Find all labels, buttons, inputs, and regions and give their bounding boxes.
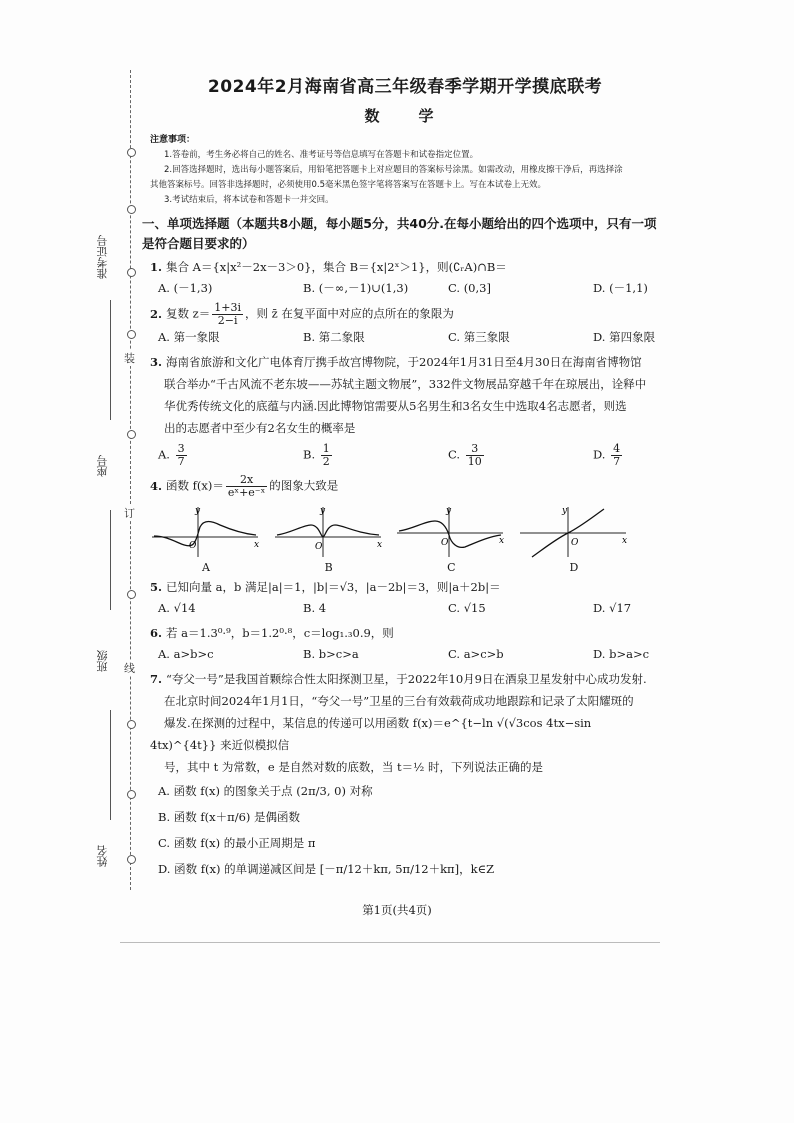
curve-a xyxy=(154,522,256,546)
fraction-denominator: 2 xyxy=(322,455,330,468)
option-d[interactable]: D. b>a>c xyxy=(593,647,650,661)
option-a[interactable] xyxy=(158,443,303,468)
option-b[interactable] xyxy=(303,443,448,468)
question-number: 7. xyxy=(150,672,163,686)
graph-label: C xyxy=(447,561,456,574)
question-stem-line: 在北京时间2024年1月1日，“夸父一号”卫星的三台有效载荷成功地跟踪和记录了太阳耀斑的 xyxy=(164,694,634,708)
binding-hole xyxy=(127,720,136,729)
question-6-options xyxy=(158,644,660,664)
option-c[interactable]: C. (0,3] xyxy=(448,281,491,295)
fraction-numerator: 1 xyxy=(322,442,330,455)
option-c[interactable]: C. √15 xyxy=(448,601,486,615)
binding-char-xian: 线 xyxy=(124,662,135,675)
option-b[interactable]: B. (－∞,－1)∪(1,3) xyxy=(303,281,409,295)
origin-label: O xyxy=(189,541,197,551)
question-4-graphs xyxy=(150,503,630,574)
section-heading-line: 一、单项选择题（本题共8小题，每小题5分，共40分.在每小题给出的四个选项中，只有一项 xyxy=(142,216,657,231)
origin-label: O xyxy=(314,542,323,552)
origin-label: O xyxy=(441,538,449,548)
question-stem-line: 华优秀传统文化的底蕴与内涵.因此博物馆需要从5名男生和3名女生中选取4名志愿者，则选 xyxy=(164,399,627,413)
notice-item: 其他答案标号。回答非选择题时，必须使用0.5毫米黑色签字笔将答案写在答题卡上。写在本试卷上无效。 xyxy=(150,180,547,190)
fraction xyxy=(226,474,267,499)
option-d[interactable]: D. 第四象限 xyxy=(593,330,656,344)
question-number: 5. xyxy=(150,580,163,594)
option-label: D. xyxy=(593,447,606,462)
question-stem-post: ，则 z̄ 在复平面中对应的点所在的象限为 xyxy=(244,306,454,321)
section-heading-line: 是符合题目要求的） xyxy=(142,236,255,251)
fraction-numerator: 3 xyxy=(177,442,185,455)
fraction-denominator: 2−i xyxy=(217,314,238,327)
fraction-numerator: 4 xyxy=(613,442,621,455)
option-b[interactable]: B. b>c>a xyxy=(303,647,359,661)
option-a[interactable]: A. a>b>c xyxy=(158,647,214,661)
option-a[interactable]: A. √14 xyxy=(158,601,196,615)
question-stem-post: 的图象大致是 xyxy=(269,478,339,493)
notice-item: 2.回答选择题时，选出每小题答案后，用铅笔把答题卡上对应题目的答案标号涂黑。如需改动，用橡皮擦干净后，再选择涂 xyxy=(164,165,623,175)
question-number: 1. xyxy=(150,260,163,274)
binding-char-zhuang: 装 xyxy=(124,352,135,365)
seat-number-write-line[interactable] xyxy=(110,510,111,610)
question-stem-line: 爆发.在探测的过程中，某信息的传递可以用函数 f(x)＝e^{t−ln √(√3cos 4tx−sin 4tx)^{4t}} 来近似模拟信 xyxy=(150,716,592,752)
question-stem-line: 海南省旅游和文化广电体育厅携手故宫博物院，于2024年1月31日至4月30日在海南省博物馆 xyxy=(166,355,642,369)
question-4 xyxy=(150,474,660,499)
question-stem-line: 号，其中 t 为常数，e 是自然对数的底数，当 t＝½ 时，下列说法正确的是 xyxy=(164,760,543,774)
question-number: 4. xyxy=(150,478,163,493)
notice-item: 3.考试结束后，将本试卷和答题卡一并交回。 xyxy=(164,195,334,205)
option-c[interactable]: C. 第三象限 xyxy=(448,330,510,344)
binding-hole xyxy=(127,590,136,599)
notice-heading: 注意事项： xyxy=(150,135,196,145)
question-stem-line: 联合举办“千古风流不老东坡——苏轼主题文物展”，332件文物展品穿越千年在琼展出，诠释中 xyxy=(164,377,647,391)
graph-b-plot xyxy=(273,503,385,559)
x-label: x xyxy=(621,536,628,546)
question-number: 6. xyxy=(150,626,163,640)
binding-hole xyxy=(127,330,136,339)
question-stem-line: “夸父一号”是我国首颗综合性太阳探测卫星，于2022年10月9日在酒泉卫星发射中心成功发射. xyxy=(166,672,647,686)
question-stem: 集合 A＝{x|x²－2x－3＞0}，集合 B＝{x|2ˣ＞1}，则(∁ᵣA)∩B＝ xyxy=(166,260,507,274)
question-5-options xyxy=(158,598,660,618)
label-class: 班级 xyxy=(96,650,109,672)
y-label: y xyxy=(195,506,201,516)
binding-char-ding: 订 xyxy=(124,507,135,520)
question-stem: 若 a＝1.3⁰·⁹，b＝1.2⁰·⁸，c＝log₁.₃0.9，则 xyxy=(166,626,394,640)
subject-title: 数 学 xyxy=(364,107,446,125)
question-3-options xyxy=(158,443,660,468)
fraction-numerator: 3 xyxy=(466,443,484,456)
fraction-denominator: 7 xyxy=(613,455,621,468)
x-label: x xyxy=(376,540,382,550)
question-number: 2. xyxy=(150,306,163,321)
option-label: C. xyxy=(448,447,461,462)
graph-option-a[interactable] xyxy=(150,503,262,574)
option-c[interactable] xyxy=(448,443,593,468)
question-3 xyxy=(150,351,660,439)
label-exam-number: 准考证号 xyxy=(96,235,109,279)
option-d[interactable]: D. (－1,1) xyxy=(593,281,648,295)
graph-a-plot xyxy=(150,503,262,559)
option-c[interactable]: C. a>c>b xyxy=(448,647,504,661)
curve-c xyxy=(399,521,501,547)
option-d[interactable]: D. √17 xyxy=(593,601,632,615)
graph-option-d[interactable] xyxy=(518,503,630,574)
origin-label: O xyxy=(570,538,579,548)
graph-d-plot xyxy=(518,503,630,559)
y-label: y xyxy=(446,506,452,516)
option-a[interactable]: A. 第一象限 xyxy=(158,330,220,344)
fraction xyxy=(212,302,243,327)
graph-label: D xyxy=(569,561,579,574)
question-1 xyxy=(150,256,660,278)
option-b[interactable]: B. 函数 f(x＋π/6) 是偶函数 xyxy=(158,810,301,824)
binding-dashed-line xyxy=(130,70,132,890)
label-name: 姓名 xyxy=(96,845,109,867)
question-1-options xyxy=(158,278,660,298)
page-footer: 第1页(共4页) xyxy=(362,903,432,917)
question-stem-pre: 函数 f(x)＝ xyxy=(166,478,224,493)
binding-hole xyxy=(127,148,136,157)
fraction-denominator: 10 xyxy=(467,455,482,468)
option-c[interactable]: C. 函数 f(x) 的最小正周期是 π xyxy=(158,836,316,850)
binding-hole xyxy=(127,790,136,799)
exam-title: 2024年2月海南省高三年级春季学期开学摸底联考 xyxy=(207,77,603,97)
graph-label: B xyxy=(324,561,333,574)
graph-option-c[interactable] xyxy=(395,503,507,574)
class-write-line[interactable] xyxy=(110,710,111,820)
option-b[interactable]: B. 第二象限 xyxy=(303,330,365,344)
scan-shadow-line xyxy=(120,942,660,943)
fraction-denominator: 7 xyxy=(177,455,185,468)
option-d[interactable]: D. 函数 f(x) 的单调递减区间是 [－π/12＋kπ, 5π/12＋kπ]，k∈Z xyxy=(158,862,495,876)
graph-option-b[interactable] xyxy=(273,503,385,574)
fraction xyxy=(321,443,332,468)
fraction-numerator: 1+3i xyxy=(214,301,241,314)
question-7 xyxy=(150,668,660,778)
option-a[interactable]: A. 函数 f(x) 的图象关于点 (2π/3, 0) 对称 xyxy=(158,784,373,798)
binding-hole xyxy=(127,268,136,277)
question-stem-pre: 复数 z＝ xyxy=(166,306,211,321)
question-6 xyxy=(150,622,660,644)
question-2-options xyxy=(158,327,660,347)
fraction-denominator: eˣ+e⁻ˣ xyxy=(227,486,266,499)
fraction xyxy=(176,443,187,468)
curve-b xyxy=(277,525,379,537)
label-seat-number: 座号 xyxy=(96,455,109,477)
binding-hole xyxy=(127,855,136,864)
option-d[interactable] xyxy=(593,443,624,468)
binding-hole xyxy=(127,430,136,439)
exam-number-write-line[interactable] xyxy=(110,300,111,420)
y-label: y xyxy=(561,506,568,516)
question-2 xyxy=(150,302,660,327)
question-5 xyxy=(150,576,660,598)
question-stem: 已知向量 a，b 满足|a|＝1，|b|＝√3，|a－2b|＝3，则|a＋2b|＝ xyxy=(166,580,501,594)
binding-hole xyxy=(127,205,136,214)
y-label: y xyxy=(319,506,325,516)
option-label: A. xyxy=(158,447,170,462)
x-label: x xyxy=(499,536,505,546)
option-label: B. xyxy=(303,447,316,462)
graph-label: A xyxy=(202,561,210,574)
section-heading xyxy=(142,214,660,254)
fraction-numerator: 2x xyxy=(226,474,267,487)
graph-c-plot xyxy=(395,503,507,559)
question-stem-line: 出的志愿者中至少有2名女生的概率是 xyxy=(164,421,356,435)
option-b[interactable]: B. 4 xyxy=(303,601,327,615)
notice-item: 1.答卷前，考生务必将自己的姓名、准考证号等信息填写在答题卡和试卷指定位置。 xyxy=(164,150,479,160)
fraction xyxy=(466,443,484,468)
exam-content xyxy=(142,72,660,882)
question-number: 3. xyxy=(150,355,163,369)
x-label: x xyxy=(254,540,260,550)
fraction xyxy=(611,443,622,468)
option-a[interactable]: A. (－1,3) xyxy=(158,281,213,295)
